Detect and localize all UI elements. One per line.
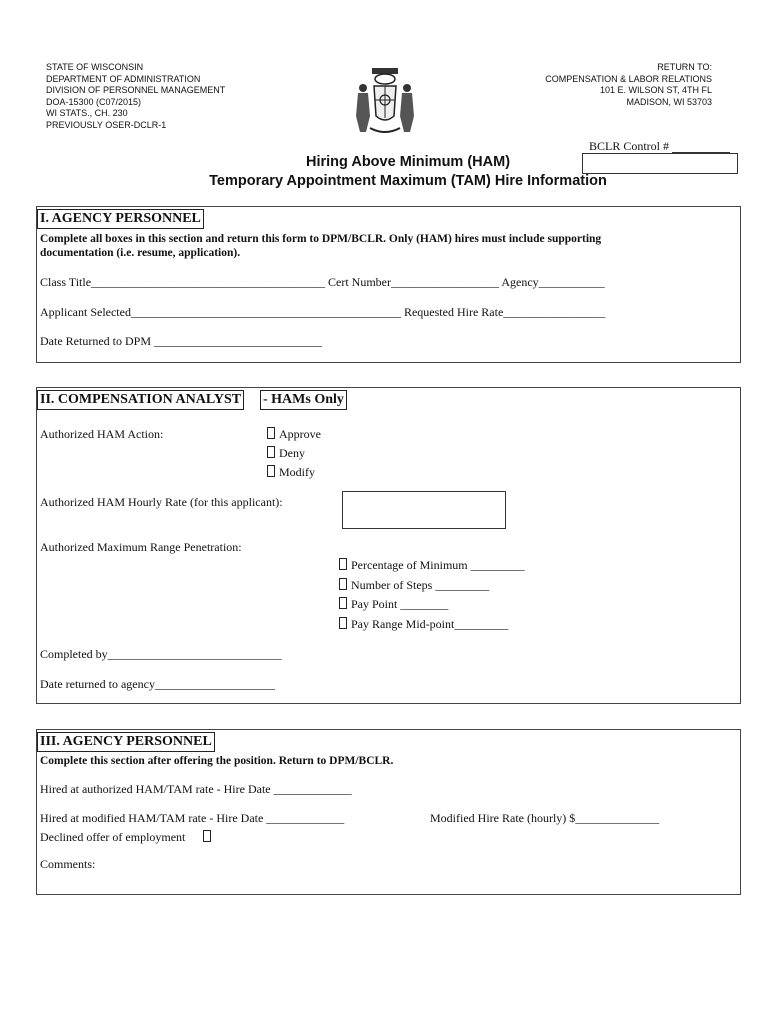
steps-option[interactable] — [339, 578, 489, 593]
return-line: COMPENSATION & LABOR RELATIONS — [545, 73, 712, 84]
checkbox-icon[interactable] — [339, 597, 347, 609]
approve-label: Approve — [279, 427, 321, 441]
header-line: STATE OF WISCONSIN — [46, 62, 144, 72]
return-line: MADISON, WI 53703 — [626, 96, 712, 107]
form-title-line2: Temporary Appointment Maximum (TAM) Hire Information — [209, 173, 607, 189]
section1-instructions-2: documentation (i.e. resume, application). — [40, 247, 241, 259]
section2-title: II. COMPENSATION ANALYST — [37, 390, 244, 410]
date-returned-agency-field[interactable]: Date returned to agency____________________ — [40, 677, 275, 691]
seal-icon — [352, 66, 418, 140]
comments-label: Comments: — [40, 857, 96, 871]
applicant-field[interactable]: Applicant Selected_____________________________________________ Requested Hire Rate_________________ — [40, 305, 606, 319]
pay-point-label: Pay Point ________ — [351, 597, 449, 611]
checkbox-icon[interactable] — [339, 578, 347, 590]
hired-authorized-field[interactable]: Hired at authorized HAM/TAM rate - Hire Date _____________ — [40, 782, 352, 796]
section1-instructions: Complete all boxes in this section and return this form to DPM/BCLR. Only (HAM) hires must include supporting — [40, 233, 602, 245]
modify-option[interactable] — [267, 465, 315, 480]
midpoint-option[interactable] — [339, 617, 508, 632]
section2-title-suffix: - HAMs Only — [260, 390, 347, 410]
checkbox-icon[interactable] — [267, 427, 275, 439]
deny-option[interactable] — [267, 446, 305, 461]
section1-title: I. AGENCY PERSONNEL — [37, 209, 204, 229]
date-returned-field[interactable]: Date Returned to DPM ____________________________ — [40, 334, 322, 348]
hourly-rate-field[interactable] — [342, 491, 506, 529]
completed-by-field[interactable]: Completed by_____________________________ — [40, 647, 282, 661]
checkbox-icon[interactable] — [339, 558, 347, 570]
section3-instructions: Complete this section after offering the position. Return to DPM/BCLR. — [40, 755, 394, 767]
percentage-option[interactable] — [339, 558, 525, 573]
header-line: DIVISION OF PERSONNEL MANAGEMENT — [46, 85, 226, 95]
section3-title: III. AGENCY PERSONNEL — [37, 732, 215, 752]
bclr-control-label: BCLR Control # — [589, 139, 670, 153]
hourly-rate-label: Authorized HAM Hourly Rate (for this applicant): — [40, 495, 283, 509]
penetration-label: Authorized Maximum Range Penetration: — [40, 540, 242, 554]
return-address — [545, 62, 712, 108]
return-line: 101 E. WILSON ST, 4TH FL — [599, 85, 712, 95]
steps-label: Number of Steps _________ — [351, 578, 490, 592]
pay-point-option[interactable] — [339, 597, 448, 612]
ham-action-label: Authorized HAM Action: — [40, 427, 164, 441]
hired-modified-field[interactable]: Hired at modified HAM/TAM rate - Hire Date _____________ — [40, 811, 345, 825]
class-title-field[interactable]: Class Title_______________________________________ Cert Number__________________ Agency___________ — [40, 275, 605, 289]
header-line: PREVIOUSLY OSER-DCLR-1 — [46, 119, 167, 130]
checkbox-icon[interactable] — [267, 446, 275, 458]
checkbox-icon[interactable] — [339, 617, 347, 629]
approve-option[interactable] — [267, 427, 321, 442]
deny-label: Deny — [279, 446, 305, 460]
form-title-line1: Hiring Above Minimum (HAM) — [305, 154, 511, 170]
declined-label: Declined offer of employment — [40, 830, 186, 844]
return-line: RETURN TO: — [657, 62, 712, 72]
checkbox-icon[interactable] — [203, 830, 211, 842]
header-line: WI STATS., CH. 230 — [46, 108, 128, 118]
midpoint-label: Pay Range Mid-point_________ — [351, 617, 509, 631]
agency-header — [46, 62, 225, 131]
declined-checkbox[interactable] — [203, 828, 215, 846]
checkbox-icon[interactable] — [267, 465, 275, 477]
header-line: DEPARTMENT OF ADMINISTRATION — [46, 73, 201, 84]
modify-label: Modify — [279, 465, 315, 479]
modified-rate-field[interactable]: Modified Hire Rate (hourly) $______________ — [430, 811, 660, 825]
percentage-label: Percentage of Minimum _________ — [351, 558, 525, 572]
header-line: DOA-15300 (C07/2015) — [46, 96, 142, 107]
